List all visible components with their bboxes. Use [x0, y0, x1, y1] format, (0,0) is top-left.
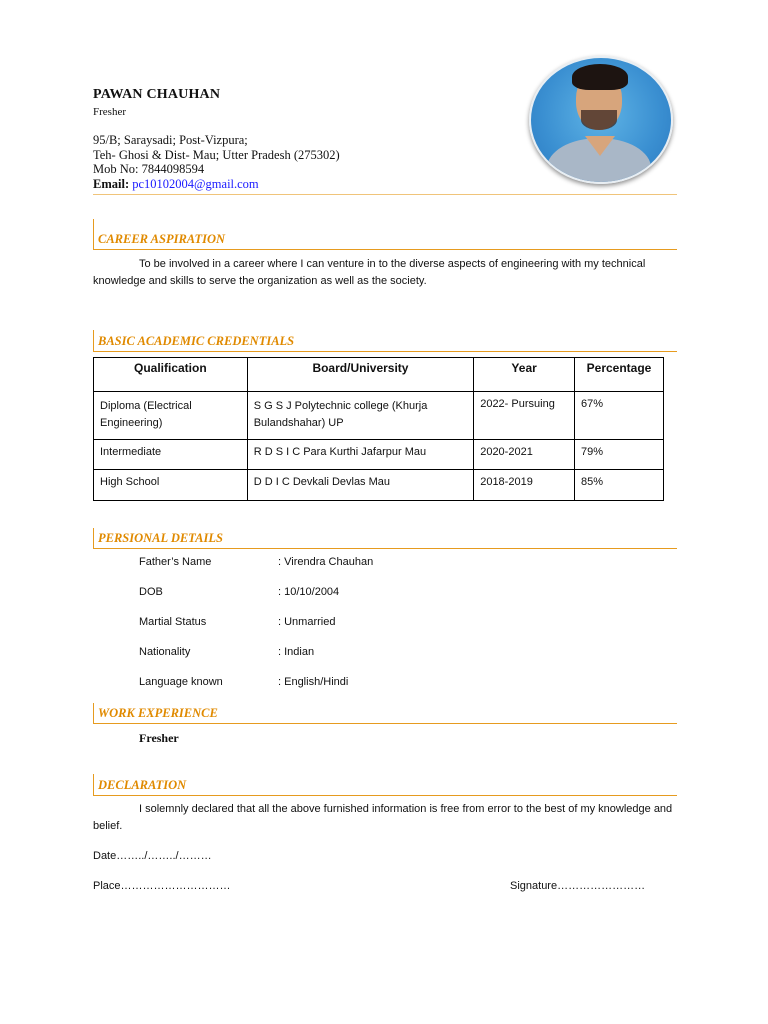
- header-divider: [93, 194, 677, 195]
- cell-qualification: Intermediate: [94, 440, 248, 470]
- personal-label-marital: Martial Status: [139, 616, 207, 628]
- signature-field: Signature……………………: [510, 880, 646, 892]
- table-row: [94, 470, 664, 501]
- photo-hair: [572, 64, 628, 90]
- cell-qualification: Diploma (Electrical Engineering): [94, 392, 248, 440]
- personal-value-dob: : 10/10/2004: [278, 586, 340, 598]
- candidate-status: Fresher: [93, 106, 126, 118]
- candidate-name: PAWAN CHAUHAN: [93, 87, 221, 102]
- personal-value-nationality: : Indian: [278, 646, 315, 658]
- mobile-number: Mob No: 7844098594: [93, 162, 205, 176]
- cell-percentage: 67%: [575, 392, 664, 440]
- email-row: [93, 177, 259, 192]
- section-underline: [93, 548, 677, 549]
- personal-label-language: Language known: [139, 676, 223, 688]
- cell-percentage: 79%: [575, 440, 664, 470]
- cell-qualification: High School: [94, 470, 248, 501]
- table-row: [94, 440, 664, 470]
- section-accent-bar: [93, 774, 94, 796]
- cell-board: S G S J Polytechnic college (Khurja Bulandshahar) UP: [247, 392, 474, 440]
- cell-board: R D S I C Para Kurthi Jafarpur Mau: [247, 440, 474, 470]
- section-underline: [93, 795, 677, 796]
- table-header-row: [94, 358, 664, 392]
- personal-label-nationality: Nationality: [139, 646, 191, 658]
- date-field: Date……../……../………: [93, 850, 212, 862]
- col-header-qualification: Qualification: [94, 358, 248, 392]
- section-accent-bar: [93, 703, 94, 724]
- section-accent-bar: [93, 330, 94, 352]
- section-underline: [93, 249, 677, 250]
- photo-beard: [581, 110, 617, 130]
- section-underline: [93, 723, 677, 724]
- declaration-paragraph: I solemnly declared that all the above furnished information is free from error to the best of my knowledge and belief.: [93, 803, 673, 832]
- cell-board: D D I C Devkali Devlas Mau: [247, 470, 474, 501]
- declaration-text: [93, 801, 677, 835]
- address-line-1: 95/B; Saraysadi; Post-Vizpura;: [93, 133, 248, 147]
- email-label: Email:: [93, 177, 130, 191]
- section-title-academic: BASIC ACADEMIC CREDENTIALS: [98, 334, 295, 348]
- profile-photo: [529, 56, 673, 184]
- col-header-year: Year: [474, 358, 575, 392]
- career-text: [93, 256, 677, 290]
- col-header-percentage: Percentage: [575, 358, 664, 392]
- career-paragraph: To be involved in a career where I can venture in to the diverse aspects of engineering with my technical knowledge and skills to serve the organization as well as the society.: [93, 258, 646, 287]
- personal-value-marital: : Unmarried: [278, 616, 336, 628]
- academic-table: [93, 357, 664, 501]
- col-header-board: Board/University: [247, 358, 474, 392]
- email-link[interactable]: pc10102004@gmail.com: [132, 177, 259, 191]
- personal-value-father: : Virendra Chauhan: [278, 556, 374, 568]
- place-field: Place…………………………: [93, 880, 231, 892]
- section-title-work: WORK EXPERIENCE: [98, 706, 218, 720]
- cell-year: 2018-2019: [474, 470, 575, 501]
- address-line-2: Teh- Ghosi & Dist- Mau; Utter Pradesh (275302): [93, 148, 340, 162]
- personal-value-language: : English/Hindi: [278, 676, 349, 688]
- section-accent-bar: [93, 219, 94, 250]
- cell-year: 2020-2021: [474, 440, 575, 470]
- cell-year: 2022- Pursuing: [474, 392, 575, 440]
- table-row: [94, 392, 664, 440]
- cell-percentage: 85%: [575, 470, 664, 501]
- personal-label-father: Father’s Name: [139, 556, 212, 568]
- work-experience-text: Fresher: [139, 731, 179, 745]
- section-title-career: CAREER ASPIRATION: [98, 232, 226, 246]
- section-title-personal: PERSIONAL DETAILS: [98, 531, 223, 545]
- section-accent-bar: [93, 528, 94, 549]
- personal-label-dob: DOB: [139, 586, 163, 598]
- section-underline: [93, 351, 677, 352]
- section-title-declaration: DECLARATION: [98, 778, 187, 792]
